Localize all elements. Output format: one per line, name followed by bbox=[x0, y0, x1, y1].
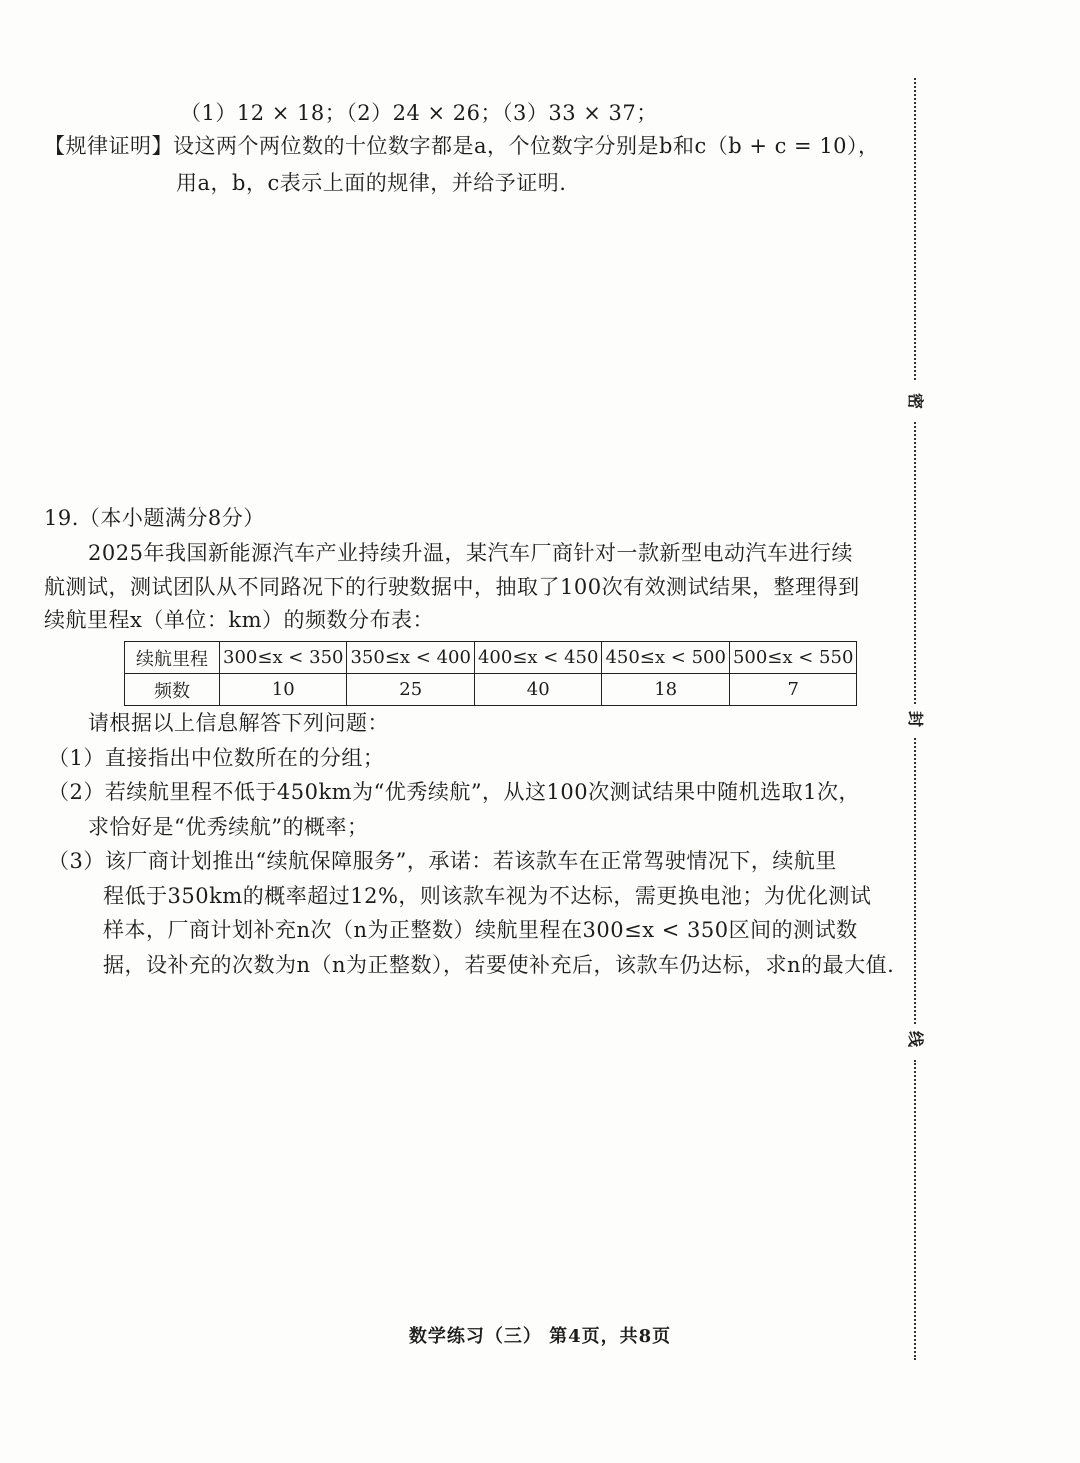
seal-char-feng: 封 bbox=[906, 710, 925, 727]
dotted-line bbox=[914, 1060, 916, 1360]
q19-sub1: （1）直接指出中位数所在的分组； bbox=[48, 746, 385, 770]
q19-sub3-line-3: 样本，厂商计划补充n次（n为正整数）续航里程在300≤x < 350区间的测试数 bbox=[103, 918, 858, 942]
q19-sub2-line-1: （2）若续航里程不低于450km为“优秀续航”，从这100次测试结果中随机选取1次， bbox=[48, 780, 860, 804]
dotted-line bbox=[914, 78, 916, 380]
q18-proof-line: 【规律证明】设这两个两位数的十位数字都是a，个位数字分别是b和c（b + c = 10）， bbox=[44, 134, 880, 158]
dotted-line bbox=[914, 738, 916, 1024]
frequency-table bbox=[124, 641, 857, 706]
interval-cell: 300≤x < 350 bbox=[220, 642, 347, 674]
interval-cell: 500≤x < 550 bbox=[729, 642, 856, 674]
table-row bbox=[125, 642, 857, 674]
table-header-cell: 频数 bbox=[125, 674, 220, 706]
q19-stem-line-2: 航测试，测试团队从不同路况下的行驶数据中，抽取了100次有效测试结果，整理得到 bbox=[44, 575, 860, 599]
count-cell: 25 bbox=[347, 674, 474, 706]
page-footer: 数学练习（三） 第4页，共8页 bbox=[408, 1326, 672, 1347]
q19-stem-line-1: 2025年我国新能源汽车产业持续升温，某汽车厂商针对一款新型电动汽车进行续 bbox=[88, 541, 853, 565]
q19-sub2-line-2: 求恰好是“优秀续航”的概率； bbox=[88, 815, 369, 839]
q19-title: 19.（本小题满分8分） bbox=[44, 506, 265, 530]
table-header-cell: 续航里程 bbox=[125, 642, 220, 674]
q19-sub3-line-4: 据，设补充的次数为n（n为正整数），若要使补充后，该款车仍达标，求n的最大值. bbox=[103, 953, 895, 977]
q19-prompt: 请根据以上信息解答下列问题： bbox=[88, 711, 389, 735]
seal-char-mi: 密 bbox=[906, 392, 925, 409]
interval-cell: 400≤x < 450 bbox=[474, 642, 601, 674]
interval-cell: 350≤x < 400 bbox=[347, 642, 474, 674]
count-cell: 18 bbox=[602, 674, 729, 706]
q19-sub3-line-1: （3）该厂商计划推出“续航保障服务”，承诺：若该款车在正常驾驶情况下，续航里 bbox=[48, 849, 837, 873]
interval-cell: 450≤x < 500 bbox=[602, 642, 729, 674]
count-cell: 40 bbox=[474, 674, 601, 706]
seal-line-margin bbox=[905, 78, 925, 1360]
q19-sub3-line-2: 程低于350km的概率超过12%，则该款车视为不达标，需更换电池；为优化测试 bbox=[103, 884, 872, 908]
count-cell: 10 bbox=[220, 674, 347, 706]
seal-char-xian: 线 bbox=[906, 1030, 925, 1047]
q19-stem-line-3: 续航里程x（单位：km）的频数分布表： bbox=[44, 608, 434, 632]
count-cell: 7 bbox=[729, 674, 856, 706]
q18-proof-line-2: 用a，b，c表示上面的规律，并给予证明. bbox=[176, 171, 567, 195]
table-row bbox=[125, 674, 857, 706]
dotted-line bbox=[914, 422, 916, 704]
q18-examples-line: （1）12 × 18；（2）24 × 26；（3）33 × 37； bbox=[180, 101, 658, 125]
